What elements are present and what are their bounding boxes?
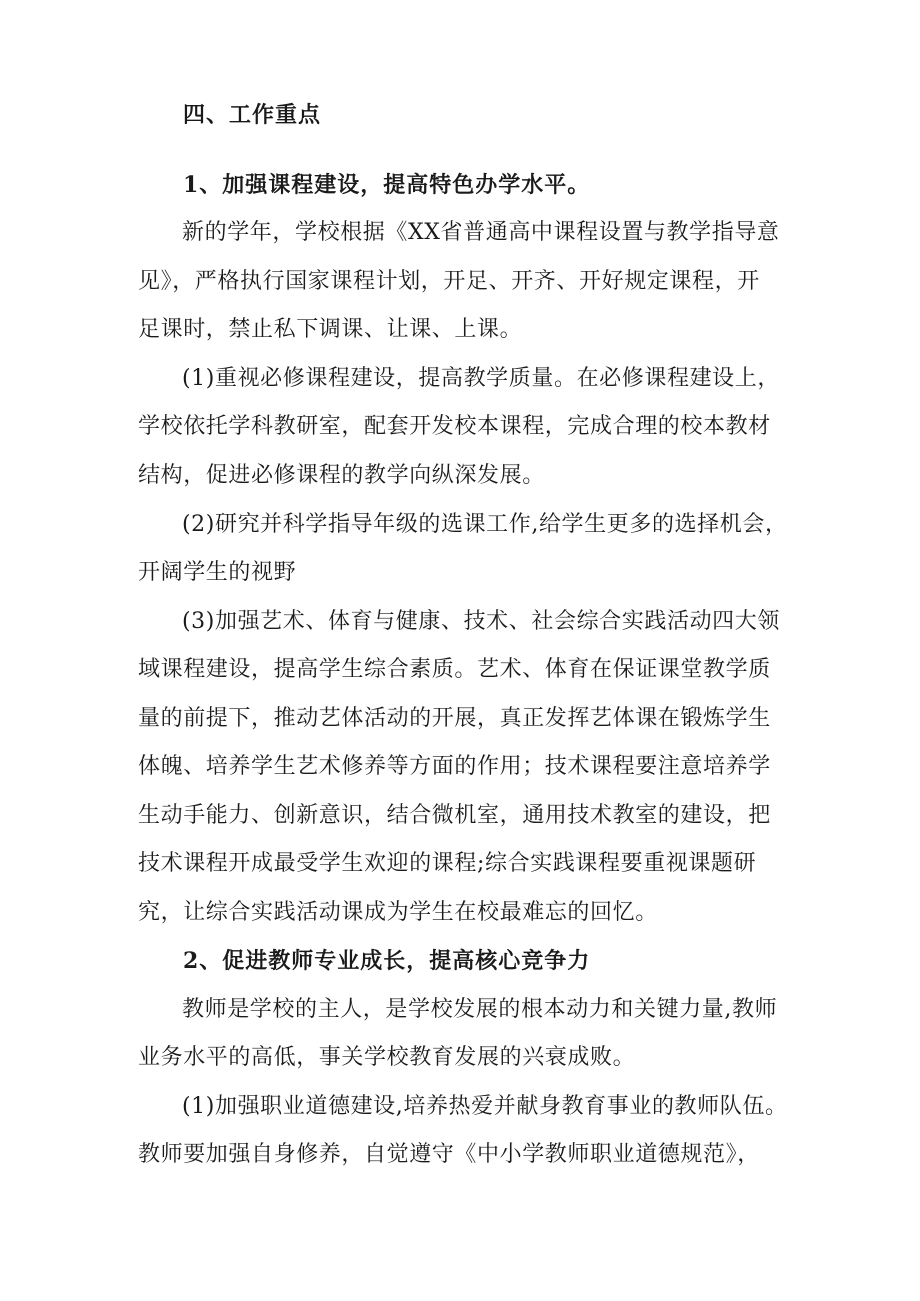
paragraph-line: 教师要加强自身修养，自觉遵守《中小学教师职业道德规范》， bbox=[138, 1142, 760, 1167]
paragraph-line: 足课时，禁止私下调课、让课、上课。 bbox=[138, 317, 523, 342]
paragraph-line: 见》，严格执行国家课程计划，开足、开齐、开好规定课程，开 bbox=[138, 269, 760, 294]
paragraph-line: 学校依托学科教研室，配套开发校本课程，完成合理的校本教材 bbox=[138, 414, 771, 439]
item-1-heading: 1、加强课程建设，提高特色办学水平。 bbox=[183, 172, 591, 198]
paragraph-line: 生动手能力、创新意识，结合微机室，通用技术教室的建设，把 bbox=[138, 803, 771, 828]
paragraph-line: 开阔学生的视野 bbox=[138, 560, 297, 585]
item-2-heading: 2、促进教师专业成长，提高核心竞争力 bbox=[183, 948, 591, 974]
paragraph-line: 究，让综合实践活动课成为学生在校最难忘的回忆。 bbox=[138, 900, 658, 925]
paragraph-line: (3)加强艺术、体育与健康、技术、社会综合实践活动四大领 bbox=[182, 609, 780, 634]
paragraph-line: (1)加强职业道德建设,培养热爱并献身教育事业的教师队伍。 bbox=[182, 1094, 788, 1119]
paragraph-line: 体魄、培养学生艺术修养等方面的作用；技术课程要注意培养学 bbox=[138, 754, 771, 779]
paragraph-line: 技术课程开成最受学生欢迎的课程;综合实践课程要重视课题研 bbox=[138, 851, 757, 876]
paragraph-line: 域课程建设，提高学生综合素质。艺术、体育在保证课堂教学质 bbox=[138, 657, 771, 682]
paragraph-line: (2)研究并科学指导年级的选课工作,给学生更多的选择机会， bbox=[182, 512, 788, 537]
section-title: 四、工作重点 bbox=[183, 102, 322, 128]
paragraph-line: 新的学年，学校根据《XX省普通高中课程设置与教学指导意 bbox=[182, 220, 780, 245]
paragraph-line: 业务水平的高低，事关学校教育发展的兴衰成败。 bbox=[138, 1045, 636, 1070]
paragraph-line: 教师是学校的主人，是学校发展的根本动力和关键力量,教师 bbox=[182, 997, 778, 1022]
paragraph-line: 量的前提下，推动艺体活动的开展，真正发挥艺体课在锻炼学生 bbox=[138, 706, 771, 731]
paragraph-line: (1)重视必修课程建设，提高教学质量。在必修课程建设上， bbox=[182, 366, 780, 391]
paragraph-line: 结构，促进必修课程的教学向纵深发展。 bbox=[138, 463, 545, 488]
